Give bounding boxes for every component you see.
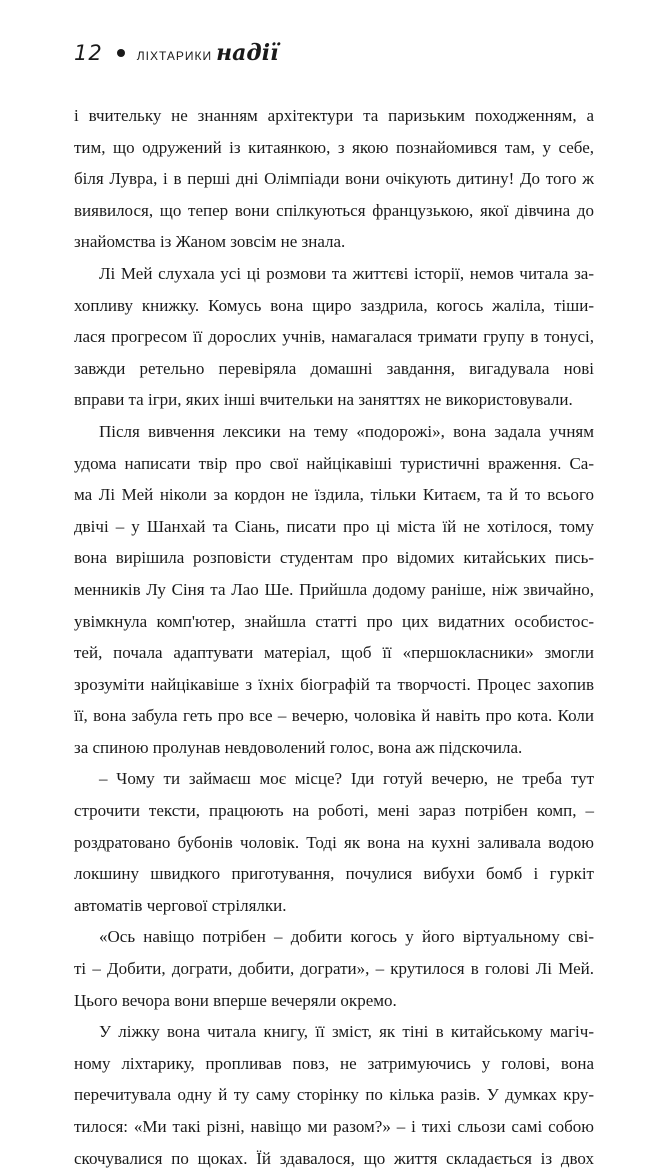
paragraph — [74, 921, 594, 1016]
text-line: зрозуміти найцікавіше з їхніх біографій та творчості. Процес захопив — [74, 674, 594, 694]
text-line: У ліжку вона читала книгу, її зміст, як тіні в китайському магіч- — [99, 1022, 594, 1042]
text-line: біля Лувра, і в перші дні Олімпіади вони очікують дитину! До того ж — [74, 169, 594, 189]
paragraph — [74, 100, 594, 258]
text-line: ті – Добити, дограти, добити, дограти», – крутилося в голові Лі Мей. — [74, 959, 594, 979]
text-line: вправи та ігри, яких інші вчительки на заняттях не використовували. — [74, 390, 573, 410]
text-line: і вчительку не знанням архітектури та паризьким походженням, а — [74, 106, 594, 125]
text-line: знайомства із Жаном зовсім не знала. — [74, 232, 346, 252]
text-line: автоматів чергової стрілялки. — [74, 895, 287, 915]
text-line: локшину швидкого приготування, почулися вибухи бомб і гуркіт — [74, 864, 594, 884]
text-line: увімкнула комп'ютер, знайшла статті про цих видатних особистос- — [74, 611, 594, 631]
text-line: скочувалися по щоках. Їй здавалося, що життя складається із двох — [74, 1148, 594, 1168]
text-line: лася прогресом її дорослих учнів, намагалася тримати групу в тонусі, — [74, 327, 594, 347]
text-line: Лі Мей слухала усі ці розмови та життєві історії, немов читала за- — [99, 263, 594, 283]
paragraph — [74, 763, 594, 921]
text-line: ма Лі Мей ніколи за кордон не їздила, тільки Китаєм, та й то всього — [74, 485, 594, 505]
book-title-script: надії — [216, 40, 279, 66]
text-line: – Чому ти займаєш моє місце? Іди готуй вечерю, не треба тут — [99, 769, 594, 789]
book-title-caps: ЛІХТАРИКИ — [136, 49, 213, 63]
text-line: тилося: «Ми такі різні, навіщо ми разом?» – і тихі сльози самі собою — [74, 1117, 594, 1136]
body-text — [74, 100, 594, 1174]
bullet-separator — [117, 49, 125, 57]
text-line: хопливу книжку. Комусь вона щиро заздрила, когось жаліла, тіши- — [74, 295, 594, 315]
text-line: ному ліхтарику, пропливав повз, не затримуючись у голові, вона — [74, 1053, 594, 1073]
text-line: її, вона забула геть про все – вечерю, чоловіка й навіть про кота. Коли — [74, 706, 594, 726]
text-line: удома написати твір про свої найцікавіші туристичні враження. Са- — [74, 453, 594, 473]
text-line: строчити тексти, працюють на роботі, мені зараз потрібен комп, – — [74, 801, 594, 821]
text-line: виявилося, що тепер вони спілкуються французькою, якої дівчина до — [74, 200, 594, 220]
running-head — [74, 40, 278, 70]
text-line: за спиною пролунав невдоволений голос, вона аж підскочила. — [74, 737, 523, 757]
text-line: завжди ретельно перевіряла домашні завдання, вигадувала нові — [74, 358, 594, 378]
text-line: менників Лу Сіня та Лао Ше. Прийшла додому раніше, ніж звичайно, — [74, 579, 594, 599]
text-line: двічі – у Шанхай та Сіань, писати про ці міста їй не хотілося, тому — [74, 516, 594, 536]
page-number: 12 — [74, 41, 103, 65]
text-line: тим, що одружений із китаянкою, з якою познайомився там, у себе, — [74, 137, 594, 157]
paragraph — [74, 258, 594, 416]
text-line: «Ось навіщо потрібен – добити когось у його віртуальному сві- — [99, 927, 594, 947]
text-line: роздратовано бубонів чоловік. Тоді як вона на кухні заливала водою — [74, 832, 594, 852]
text-line: тей, почала адаптувати матеріал, щоб її «першокласники» змогли — [74, 643, 594, 663]
paragraph — [74, 1016, 594, 1174]
text-line: Цього вечора вони вперше вечеряли окремо. — [74, 990, 397, 1010]
text-line: перечитувала одну й ту саму сторінку по кілька разів. У думках кру- — [74, 1085, 594, 1105]
text-line: Після вивчення лексики на тему «подорожі», вона задала учням — [99, 421, 594, 441]
paragraph — [74, 416, 594, 764]
text-line: вона вирішила розповісти студентам про відомих китайських пись- — [74, 548, 594, 568]
